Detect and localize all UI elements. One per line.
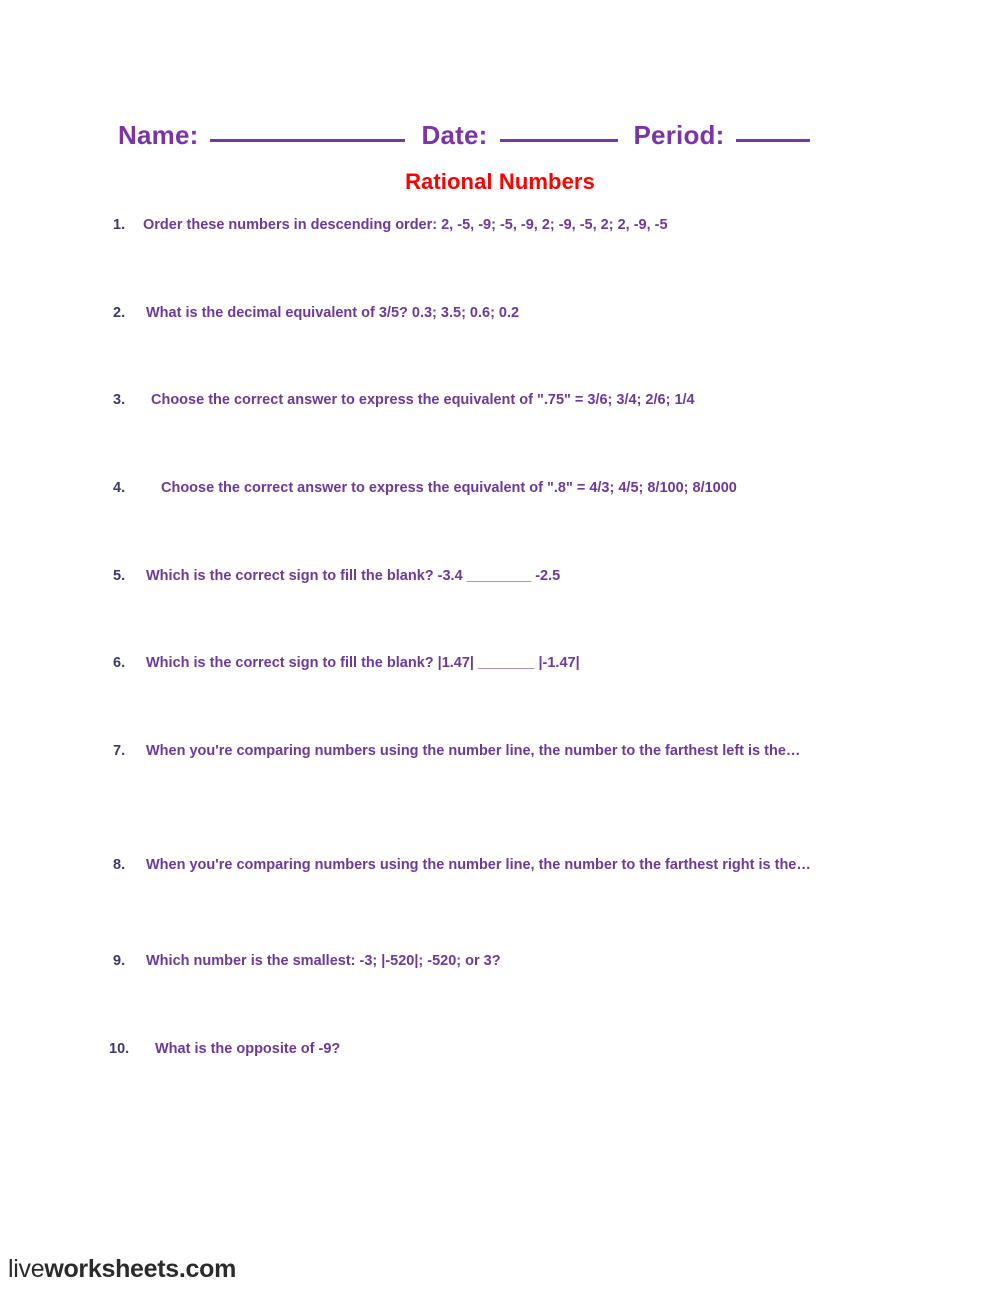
question-number: 2.	[113, 305, 126, 321]
question-text: Which is the correct sign to fill the blank? -3.4 ________ -2.5	[146, 568, 561, 584]
period-label: Period:	[633, 120, 725, 150]
question-row	[0, 739, 1000, 764]
question-text: Which is the correct sign to fill the blank? |1.47| _______ |-1.47|	[146, 655, 580, 671]
date-blank[interactable]	[500, 120, 618, 142]
date-label: Date:	[421, 120, 488, 150]
question-row	[0, 1037, 1000, 1062]
question-row	[0, 388, 1000, 413]
question-number: 5.	[113, 568, 126, 584]
student-info-header	[118, 118, 878, 152]
question-number: 8.	[113, 857, 126, 873]
question-row	[0, 301, 1000, 326]
question-text: Order these numbers in descending order: 2, -5, -9; -5, -9, 2; -9, -5, 2; 2, -9, -5	[143, 217, 668, 233]
question-row	[0, 476, 1000, 501]
question-number: 10.	[109, 1041, 130, 1057]
question-row	[0, 853, 1000, 878]
period-blank[interactable]	[736, 120, 810, 142]
question-number: 1.	[113, 217, 126, 233]
question-text: Which number is the smallest: -3; |-520|; -520; or 3?	[146, 953, 501, 969]
question-text: What is the opposite of -9?	[155, 1041, 341, 1057]
question-number: 9.	[113, 953, 126, 969]
liveworksheets-logo	[8, 1255, 236, 1284]
question-text: Choose the correct answer to express the equivalent of ".75" = 3/6; 3/4; 2/6; 1/4	[151, 392, 695, 408]
question-text: When you're comparing numbers using the number line, the number to the farthest left is the…	[146, 743, 801, 759]
question-number: 3.	[113, 392, 126, 408]
logo-text-bold: worksheets.com	[44, 1255, 237, 1283]
question-number: 6.	[113, 655, 126, 671]
name-label: Name:	[118, 120, 199, 150]
question-row	[0, 651, 1000, 676]
question-number: 7.	[113, 743, 126, 759]
question-row	[0, 213, 1000, 238]
question-text: Choose the correct answer to express the equivalent of ".8" = 4/3; 4/5; 8/100; 8/1000	[161, 480, 737, 496]
page-title: Rational Numbers	[405, 169, 595, 194]
name-blank[interactable]	[210, 120, 405, 142]
question-text: When you're comparing numbers using the number line, the number to the farthest right is the…	[146, 857, 811, 873]
question-number: 4.	[113, 480, 126, 496]
question-row	[0, 564, 1000, 589]
question-text: What is the decimal equivalent of 3/5? 0.3; 3.5; 0.6; 0.2	[146, 305, 520, 321]
question-row	[0, 949, 1000, 974]
logo-text-light: live	[8, 1255, 45, 1283]
